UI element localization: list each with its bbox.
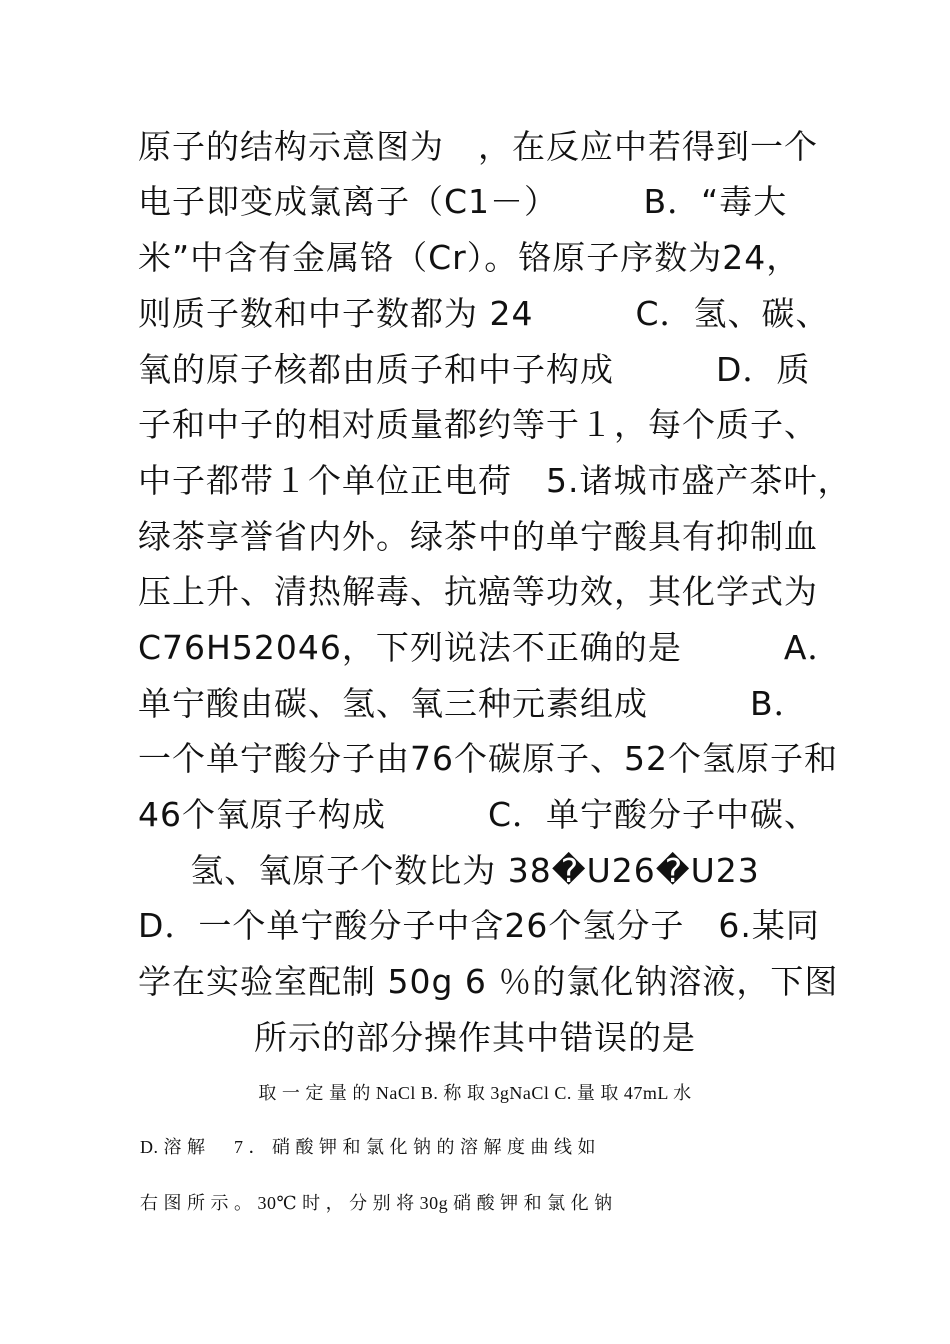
text-line-10: C76H52046，下列说法不正确的是 A．	[138, 628, 842, 667]
small-text-line-1: 取 一 定 量 的 NaCl B. 称 取 3gNaCl C. 量 取 47mL 水	[258, 1083, 692, 1103]
text-line-3: 米”中含有金属铬（Cr）。铬原子序数为24，	[138, 238, 801, 277]
text-line-15: D．一个单宁酸分子中含26个氢分子 6.某同	[138, 906, 820, 945]
text-line-2: 电子即变成氯离子（C1－） B．“毒大	[138, 182, 788, 221]
text-line-6: 子和中子的相对质量都约等于１，每个质子、	[138, 405, 818, 444]
text-line-9: 压上升、清热解毒、抗癌等功效，其化学式为	[138, 572, 818, 611]
text-line-16: 学在实验室配制 50g 6 ％的氯化钠溶液，下图	[138, 962, 839, 1001]
small-text-line-3: 右 图 所 示 。 30℃ 时 ， 分 别 将 30g 硝 酸 钾 和 氯 化 钠	[140, 1193, 613, 1213]
text-line-1: 原子的结构示意图为 ，在反应中若得到一个	[138, 127, 818, 166]
text-line-13: 46个氧原子构成 C．单宁酸分子中碳、	[138, 795, 819, 834]
text-line-14: 氢、氧原子个数比为 38�U26�U23	[190, 851, 760, 890]
text-line-11: 单宁酸由碳、氢、氧三种元素组成 B．	[138, 684, 808, 723]
text-line-8: 绿茶享誉省内外。绿茶中的单宁酸具有抑制血	[138, 517, 818, 556]
text-line-7: 中子都带１个单位正电荷 5.诸城市盛产茶叶，	[138, 461, 852, 500]
small-text-line-2: D. 溶 解 7 ． 硝 酸 钾 和 氯 化 钠 的 溶 解 度 曲 线 如	[140, 1137, 596, 1157]
text-line-12: 一个单宁酸分子由76个碳原子、52个氢原子和	[138, 739, 838, 778]
text-line-4: 则质子数和中子数都为 24 C．氢、碳、	[138, 294, 830, 333]
text-line-17: 所示的部分操作其中错误的是	[254, 1018, 696, 1057]
text-line-5: 氧的原子核都由质子和中子构成 D．质	[138, 350, 811, 389]
